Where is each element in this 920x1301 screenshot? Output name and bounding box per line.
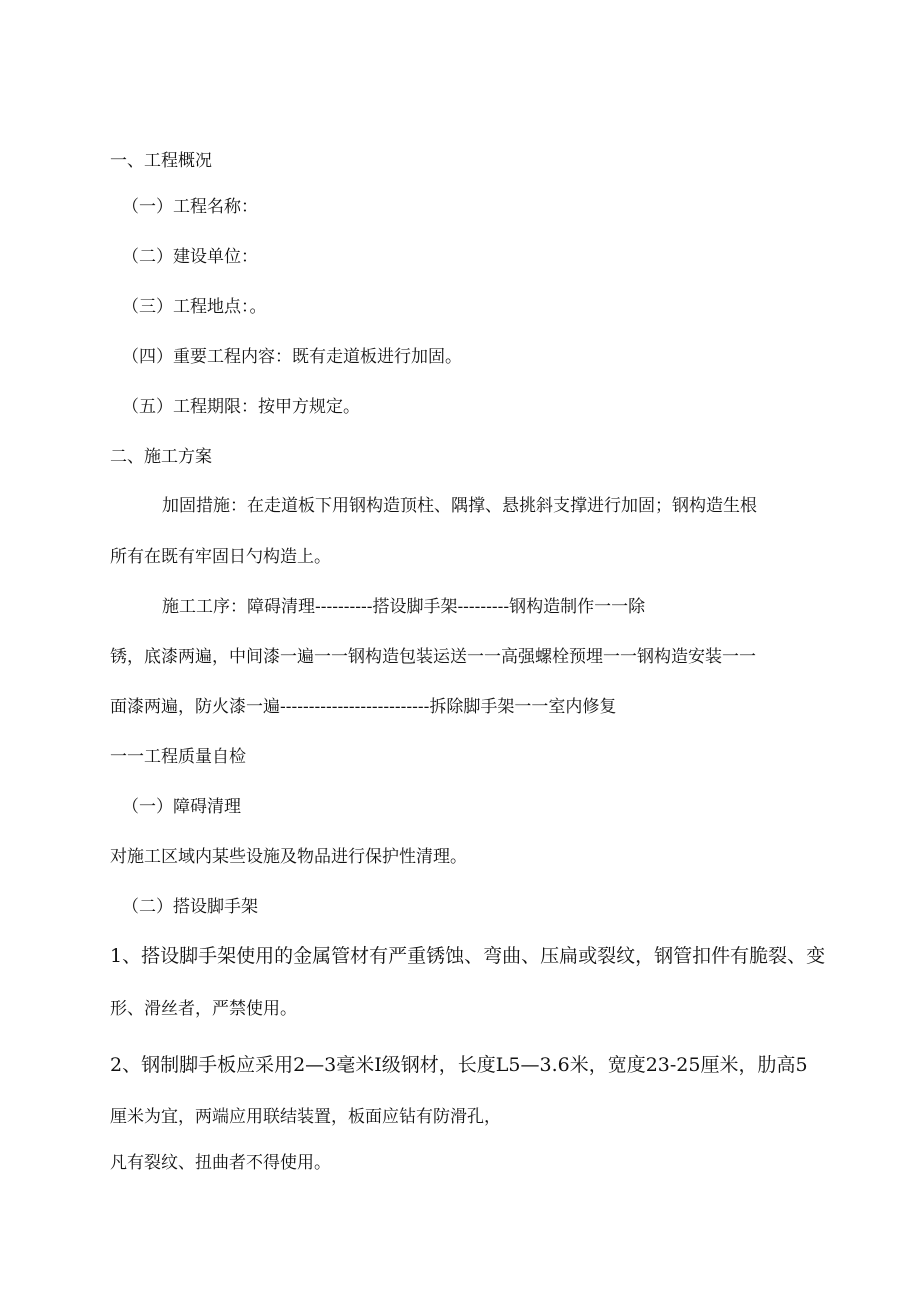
sub-heading-scaffold: （二）搭设脚手架: [122, 897, 258, 917]
item-period: （五）工程期限：按甲方规定。: [122, 397, 360, 417]
sub-heading-obstacle-clearing: （一）障碍清理: [122, 797, 241, 817]
section-heading-plan: 二、施工方案: [110, 447, 212, 467]
measures-line-1: 加固措施：在走道板下用钢构造顶柱、隅撑、悬挑斜支撑进行加固；钢构造生根: [162, 496, 757, 516]
obstacle-clearing-text: 对施工区域内某些设施及物品进行保护性清理。: [110, 847, 467, 867]
scaffold-item2-line-1: 2、钢制脚手板应采用2—3毫米I级钢材，长度L5—3.6米，宽度23-25厘米，肋高5: [110, 1054, 808, 1076]
scaffold-item1-line-2: 形、滑丝者，严禁使用。: [110, 999, 297, 1019]
item-location: （三）工程地点：。: [122, 297, 267, 317]
scaffold-item1-line-1: 1、搭设脚手架使用的金属管材有严重锈蚀、弯曲、压扁或裂纹，钢管扣件有脆裂、变: [110, 945, 826, 967]
section-heading-overview: 一、工程概况: [110, 151, 212, 171]
process-line-3: 面漆两遍，防火漆一遍--------------------------拆除脚手架一一室内修复: [110, 697, 617, 717]
process-line-4: 一一工程质量自检: [110, 747, 246, 767]
item-builder: （二）建设单位：: [122, 247, 258, 267]
process-line-2: 锈，底漆两遍，中间漆一遍一一钢构造包装运送一一高强螺栓预埋一一钢构造安装一一: [110, 647, 756, 667]
scaffold-item2-line-2: 厘米为宜，两端应用联结装置，板面应钻有防滑孔，: [110, 1107, 501, 1127]
process-line-1: 施工工序：障碍清理----------搭设脚手架---------钢构造制作一一除: [162, 597, 646, 617]
scaffold-item2-line-3: 凡有裂纹、扭曲者不得使用。: [110, 1153, 331, 1173]
item-main-content: （四）重要工程内容：既有走道板进行加固。: [122, 347, 462, 367]
item-project-name: （一）工程名称：: [122, 197, 258, 217]
measures-line-2: 所有在既有牢固日勺构造上。: [110, 547, 331, 567]
